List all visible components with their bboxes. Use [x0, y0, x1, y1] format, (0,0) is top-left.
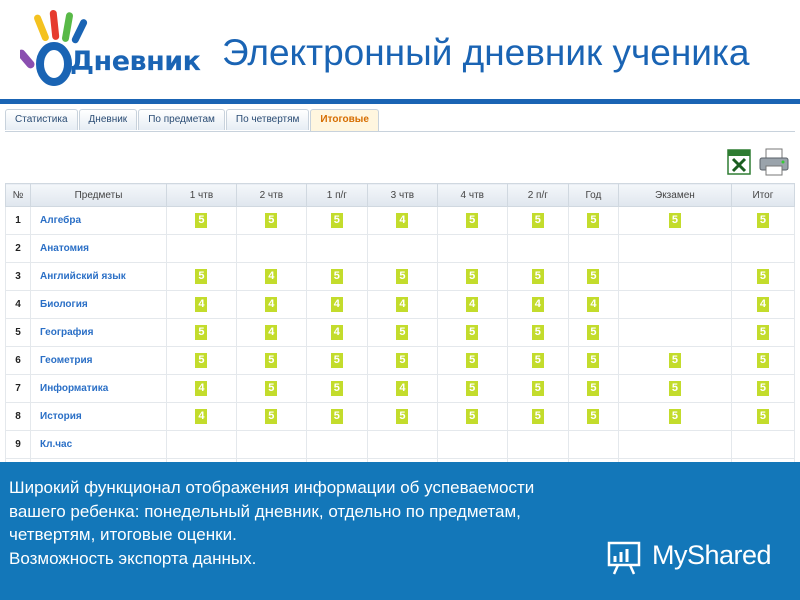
grade-cell	[236, 235, 306, 263]
column-header: 1 п/г	[306, 184, 367, 207]
grade-badge[interactable]: 5	[195, 269, 207, 284]
column-header: Экзамен	[618, 184, 731, 207]
grade-cell	[306, 207, 367, 235]
grade-cell	[618, 263, 731, 291]
column-header: 2 чтв	[236, 184, 306, 207]
grade-cell	[507, 207, 568, 235]
grade-badge[interactable]: 4	[195, 297, 207, 312]
grade-badge[interactable]: 5	[396, 269, 408, 284]
header-divider	[0, 99, 800, 104]
subject-link[interactable]: Алгебра	[31, 207, 167, 235]
grade-badge[interactable]: 5	[466, 269, 478, 284]
grade-cell	[507, 319, 568, 347]
grade-badge[interactable]: 5	[466, 325, 478, 340]
grade-cell	[618, 347, 731, 375]
grade-cell	[568, 431, 618, 459]
column-header: 3 чтв	[367, 184, 437, 207]
grade-badge[interactable]: 5	[587, 325, 599, 340]
grade-cell	[731, 263, 794, 291]
grade-badge[interactable]: 5	[669, 353, 681, 368]
presentation-board-icon	[606, 536, 646, 576]
grade-cell	[167, 291, 237, 319]
row-number: 8	[6, 403, 31, 431]
grade-badge[interactable]: 5	[587, 353, 599, 368]
grade-badge[interactable]: 5	[757, 409, 769, 424]
grade-cell	[437, 431, 507, 459]
grade-cell	[507, 263, 568, 291]
row-number: 2	[6, 235, 31, 263]
grade-badge[interactable]: 5	[396, 353, 408, 368]
caption-line: вашего ребенка: понедельный дневник, отдельно по предметам,	[9, 501, 521, 521]
grade-cell	[306, 375, 367, 403]
grade-badge[interactable]: 5	[466, 409, 478, 424]
grade-badge[interactable]: 5	[587, 409, 599, 424]
grade-cell	[437, 207, 507, 235]
grade-cell	[507, 375, 568, 403]
tab-bar	[5, 109, 795, 132]
caption-line: четвертям, итоговые оценки.	[9, 525, 237, 544]
grade-cell	[437, 347, 507, 375]
grade-cell	[167, 263, 237, 291]
grade-cell	[306, 347, 367, 375]
grade-cell	[731, 403, 794, 431]
grade-cell	[367, 319, 437, 347]
grade-cell	[167, 235, 237, 263]
row-number: 6	[6, 347, 31, 375]
grade-cell	[167, 431, 237, 459]
subject-link[interactable]: Кл.час	[31, 431, 167, 459]
grade-badge[interactable]: 4	[265, 325, 277, 340]
grade-badge[interactable]: 5	[532, 269, 544, 284]
column-header: 2 п/г	[507, 184, 568, 207]
grade-cell	[167, 375, 237, 403]
grade-cell	[437, 263, 507, 291]
subject-link[interactable]: География	[31, 319, 167, 347]
grade-cell	[568, 403, 618, 431]
grade-badge[interactable]: 5	[331, 269, 343, 284]
table-row	[6, 319, 795, 347]
grade-badge[interactable]: 5	[265, 213, 277, 228]
grade-badge[interactable]: 5	[466, 213, 478, 228]
grade-badge[interactable]: 5	[532, 381, 544, 396]
grade-cell	[618, 207, 731, 235]
grade-cell	[367, 375, 437, 403]
grade-cell	[618, 403, 731, 431]
grade-cell	[731, 235, 794, 263]
row-number: 7	[6, 375, 31, 403]
export-toolbar	[726, 146, 794, 178]
grade-cell	[367, 263, 437, 291]
subject-link[interactable]: Английский язык	[31, 263, 167, 291]
grade-badge[interactable]: 4	[396, 213, 408, 228]
grade-cell	[236, 291, 306, 319]
grade-badge[interactable]: 4	[466, 297, 478, 312]
grade-badge[interactable]: 4	[195, 381, 207, 396]
grade-badge[interactable]: 4	[532, 297, 544, 312]
subject-link[interactable]: История	[31, 403, 167, 431]
grade-badge[interactable]: 5	[466, 381, 478, 396]
row-number: 3	[6, 263, 31, 291]
grade-badge[interactable]: 5	[331, 381, 343, 396]
grade-badge[interactable]: 5	[331, 353, 343, 368]
tab-statistics[interactable]: Статистика	[5, 109, 78, 130]
grade-cell	[437, 375, 507, 403]
grade-badge[interactable]: 5	[532, 409, 544, 424]
grade-cell	[167, 207, 237, 235]
grade-cell	[618, 375, 731, 403]
dnevnik-logo[interactable]	[20, 8, 201, 90]
grade-cell	[731, 375, 794, 403]
grade-badge[interactable]: 5	[587, 381, 599, 396]
grade-cell	[568, 319, 618, 347]
table-row	[6, 375, 795, 403]
grade-cell	[306, 319, 367, 347]
column-header: Год	[568, 184, 618, 207]
column-header: №	[6, 184, 31, 207]
grade-cell	[507, 431, 568, 459]
subject-link[interactable]: Геометрия	[31, 347, 167, 375]
grade-badge[interactable]: 4	[265, 269, 277, 284]
grade-badge[interactable]: 5	[396, 409, 408, 424]
grade-cell	[306, 431, 367, 459]
grade-cell	[367, 403, 437, 431]
grade-cell	[618, 431, 731, 459]
grade-cell	[167, 319, 237, 347]
caption-panel	[0, 462, 800, 600]
grade-cell	[367, 431, 437, 459]
caption-line: Возможность экспорта данных.	[9, 548, 257, 568]
subject-link[interactable]: Биология	[31, 291, 167, 319]
grade-badge[interactable]: 4	[195, 409, 207, 424]
grade-cell	[507, 347, 568, 375]
grade-cell	[568, 347, 618, 375]
grade-badge[interactable]: 5	[757, 213, 769, 228]
grade-badge[interactable]: 5	[396, 325, 408, 340]
grade-cell	[306, 403, 367, 431]
grade-cell	[568, 235, 618, 263]
row-number: 9	[6, 431, 31, 459]
caption-line: Широкий функционал отображения информации об успеваемости	[9, 478, 535, 497]
grade-cell	[618, 235, 731, 263]
row-number: 5	[6, 319, 31, 347]
grade-badge[interactable]: 5	[669, 213, 681, 228]
grade-cell	[731, 431, 794, 459]
table-row	[6, 291, 795, 319]
table-body	[6, 207, 795, 487]
grade-cell	[568, 291, 618, 319]
grade-cell	[437, 403, 507, 431]
grade-badge[interactable]: 5	[265, 353, 277, 368]
grade-badge[interactable]: 4	[331, 297, 343, 312]
grade-badge[interactable]: 5	[331, 213, 343, 228]
grade-badge[interactable]: 5	[669, 409, 681, 424]
grade-badge[interactable]: 5	[331, 409, 343, 424]
page-title: Электронный дневник ученика	[222, 32, 750, 73]
tab-by-quarter[interactable]: По четвертям	[226, 109, 310, 130]
table-row	[6, 235, 795, 263]
row-number: 4	[6, 291, 31, 319]
grade-badge[interactable]: 4	[396, 381, 408, 396]
column-header: 4 чтв	[437, 184, 507, 207]
grade-cell	[367, 291, 437, 319]
grade-cell	[306, 263, 367, 291]
grade-cell	[618, 291, 731, 319]
grade-badge[interactable]: 5	[532, 325, 544, 340]
grade-cell	[236, 319, 306, 347]
grade-badge[interactable]: 5	[757, 381, 769, 396]
table-row	[6, 347, 795, 375]
grade-cell	[367, 207, 437, 235]
grade-badge[interactable]: 5	[757, 353, 769, 368]
grade-cell	[731, 207, 794, 235]
grade-cell	[731, 291, 794, 319]
grade-cell	[568, 207, 618, 235]
grade-cell	[437, 235, 507, 263]
grade-badge[interactable]: 5	[195, 353, 207, 368]
grade-cell	[507, 403, 568, 431]
caption-text	[9, 476, 709, 570]
grade-cell	[236, 263, 306, 291]
excel-icon[interactable]	[728, 150, 750, 174]
printer-icon[interactable]	[760, 149, 788, 175]
grade-badge[interactable]: 5	[195, 213, 207, 228]
grades-table	[5, 183, 795, 487]
grade-cell	[367, 235, 437, 263]
grade-cell	[437, 291, 507, 319]
grade-cell	[507, 291, 568, 319]
column-header: Предметы	[31, 184, 167, 207]
grade-cell	[507, 235, 568, 263]
table-row	[6, 431, 795, 459]
grade-cell	[236, 207, 306, 235]
grade-cell	[236, 375, 306, 403]
grade-cell	[167, 347, 237, 375]
grade-badge[interactable]: 5	[195, 325, 207, 340]
grade-cell	[568, 375, 618, 403]
grade-cell	[731, 347, 794, 375]
grade-cell	[236, 347, 306, 375]
grade-badge[interactable]: 5	[466, 353, 478, 368]
grade-cell	[367, 347, 437, 375]
subject-link[interactable]: Информатика	[31, 375, 167, 403]
logo-text: Дневник	[70, 46, 201, 77]
grade-badge[interactable]: 4	[587, 297, 599, 312]
grade-badge[interactable]: 5	[587, 269, 599, 284]
tab-final[interactable]: Итоговые	[310, 109, 378, 131]
table-row	[6, 207, 795, 235]
table-row	[6, 263, 795, 291]
grade-cell	[236, 403, 306, 431]
grade-badge[interactable]: 5	[669, 381, 681, 396]
grade-badge[interactable]: 5	[532, 353, 544, 368]
grade-cell	[236, 431, 306, 459]
tab-by-subject[interactable]: По предметам	[138, 109, 225, 130]
grade-cell	[618, 319, 731, 347]
table-header-row	[6, 184, 795, 207]
grade-badge[interactable]: 5	[757, 269, 769, 284]
grade-badge[interactable]: 4	[265, 297, 277, 312]
grade-cell	[167, 403, 237, 431]
brand-text: MyShared	[652, 540, 772, 570]
column-header: 1 чтв	[167, 184, 237, 207]
grade-cell	[306, 235, 367, 263]
grade-badge[interactable]: 5	[587, 213, 599, 228]
grade-cell	[568, 263, 618, 291]
column-header: Итог	[731, 184, 794, 207]
grade-badge[interactable]: 5	[757, 325, 769, 340]
table-row	[6, 403, 795, 431]
grade-cell	[437, 319, 507, 347]
grade-cell	[306, 291, 367, 319]
grade-badge[interactable]: 4	[331, 325, 343, 340]
grade-badge[interactable]: 5	[532, 213, 544, 228]
subject-link[interactable]: Анатомия	[31, 235, 167, 263]
grade-badge[interactable]: 4	[757, 297, 769, 312]
tab-diary[interactable]: Дневник	[79, 109, 138, 130]
grade-badge[interactable]: 5	[265, 381, 277, 396]
grade-cell	[731, 319, 794, 347]
grade-badge[interactable]: 5	[265, 409, 277, 424]
row-number: 1	[6, 207, 31, 235]
grade-badge[interactable]: 4	[396, 297, 408, 312]
